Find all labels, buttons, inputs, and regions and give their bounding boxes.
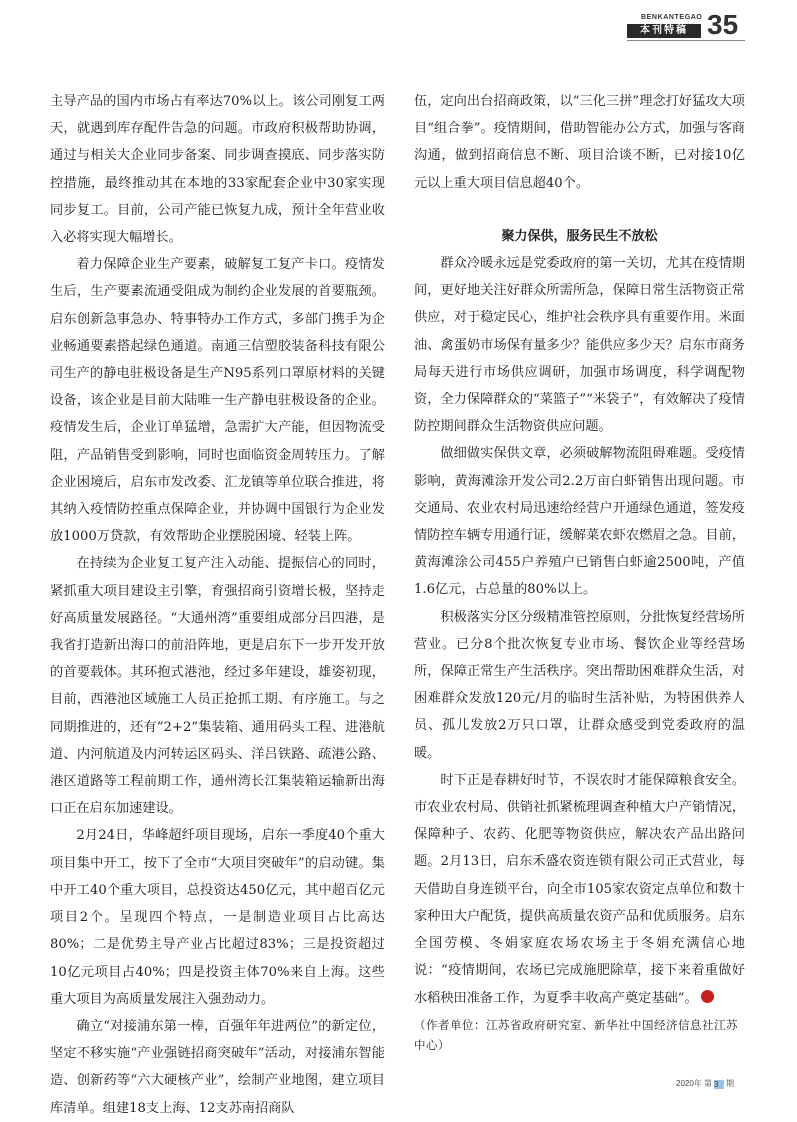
paragraph: 做细做实保供文章，必须破解物流阻碍难题。受疫情影响，黄海滩涂开发公司2.2万亩白虾销售出现问题。市交通局、农业农村局迅速给经营户开通绿色通道，签发疫情防控车辆专用通行证，缓解菜农虾农燃眉之急。目前，黄海滩涂公司455户养殖户已销售白虾逾2500吨，产值1.6亿元，占总量的80%以上。 (414, 446, 745, 598)
section-name-english: BENKANTEGAO (641, 14, 703, 21)
paragraph: 积极落实分区分级精准管控原则，分批恢复经营场所营业。已分8个批次恢复专业市场、餐饮企业等经营场所，保障正常生产生活秩序。突出帮助困难群众生活，对困难群众发放120元/月的临时生活补贴，为特困供养人员、孤儿发放2万只口罩，让群众感受到党委政府的温暖。 (414, 609, 745, 761)
paragraph: 伍，定向出台招商政策，以“三化三拼”理念打好猛攻大项目“组合拳”。疫情期间，借助智能办公方式，加强与客商沟通，做到招商信息不断、项目洽谈不断，已对接10亿元以上重大项目信息超40个。 (414, 94, 745, 191)
header-divider (627, 40, 745, 41)
right-column (414, 88, 745, 1012)
page-header (627, 9, 745, 40)
paragraph: 确立“对接浦东第一棒，百强年年进两位”的新定位，坚定不移实施“产业强链招商突破年”活动，对接浦东智能造、创新药等“六大硬核产业”，绘制产业地图，建立项目库清单。组建18支上海、12支苏南招商队 (50, 1018, 385, 1116)
paragraph: 主导产品的国内市场占有率达70%以上。该公司刚复工两天，就遇到库存配件告急的问题。市政府积极帮助协调，通过与相关大企业同步备案、同步调查摸底、同步落实防控措施，最终推动其在本地的33家配套企业中30家实现同步复工。目前，公司产能已恢复九成，预计全年营业收入必将实现大幅增长。 (50, 94, 385, 246)
last-paragraph (414, 767, 745, 1012)
left-column (50, 88, 385, 1122)
issue-prefix: 第 (704, 1079, 713, 1088)
section-heading: 聚力保供，服务民生不放松 (501, 228, 658, 244)
issue-year: 2020年 (676, 1079, 702, 1088)
paragraph-text: 时下正是春耕好时节，不误农时才能保障粮食安全。市农业农村局、供销社抓紧梳理调查种植大户产销情况，保障种子、农药、化肥等物资供应，解决农产品出路问题。2月13日，启东禾盛农资连锁有限公司正式营业，每天借助自身连锁平台，向全市105家农资定点单位和数十家种田大户配货，提供高质量农资产品和优质服务。启东全国劳模、冬娟家庭农场农场主于冬娟充满信心地说：“疫情期间，农场已完成施肥除草，接下来着重做好水稻秧田准备工作，为夏季丰收高产奠定基础”。 (414, 772, 745, 1006)
page-number: 35 (707, 9, 739, 40)
paragraph: 2月24日，华峰超纤项目现场，启东一季度40个重大项目集中开工，按下了全市“大项目突破年”的启动键。集中开工40个重大项目，总投资达450亿元，其中超百亿元项目2个。呈现四个特点，一是制造业项目占比高达80%；二是优势主导产业占比超过83%；三是投资超过10亿元项目占40%；四是投资主体70%来自上海。这些重大项目为高质量发展注入强劲动力。 (50, 828, 385, 1007)
article-end-icon (701, 990, 714, 1003)
author-affiliation: （作者单位：江苏省政府研究室、新华社中国经济信息社江苏中心） (414, 1018, 738, 1052)
paragraph: 着力保障企业生产要素，破解复工复产卡口。疫情发生后，生产要素流通受阻成为制约企业发展的首要瓶颈。启东创新急事急办、特事特办工作方式，多部门携手为企业畅通要素搭起绿色通道。南通三信塑胶装备科技有限公司生产的静电驻极设备是生产N95系列口罩原材料的关键设备，该企业是目前大陆唯一生产静电驻极设备的企业。疫情发生后，企业订单猛增，急需扩大产能，但因物流受阻，产品销售受到影响，同时也面临资金周转压力。了解企业困境后，启东市发改委、汇龙镇等单位联合推进，将其纳入疫情防控重点保障企业，并协调中国银行为企业发放1000万贷款，有效帮助企业摆脱困境、轻装上阵。 (50, 257, 385, 545)
page-footer (676, 1078, 734, 1089)
paragraph: 在持续为企业复工复产注入动能、提振信心的同时，紧抓重大项目建设主引擎，育强招商引资增长极，坚持走好高质量发展路径。“大通州湾”重要组成部分吕四港，是我省打造新出海口的前沿阵地，更是启东下一步开发开放的首要载体。其环抱式港池，经过多年建设，雄姿初现，目前，西港池区域施工人员正抢抓工期、有序施工。与之同期推进的，还有“2+2”集装箱、通用码头工程、进港航道、内河航道及内河转运区码头、洋吕铁路、疏港公路、港区道路等工程前期工作，通州湾长江集装箱运输新出海口正在启东加速建设。 (50, 556, 385, 817)
issue-number: 3 (714, 1080, 724, 1089)
issue-suffix: 期 (726, 1079, 735, 1088)
section-name-chinese: 本刊特稿 (627, 24, 701, 38)
paragraph: 群众冷暖永远是党委政府的第一关切，尤其在疫情期间，更好地关注好群众所需所急，保障日常生活物资正常供应，对于稳定民心，维护社会秩序具有重要作用。米面油、禽蛋奶市场保有量多少？能供应多少天？启东市商务局每天进行市场供应调研，加强市场调度，科学调配物资，全力保障群众的“菜篮子”“米袋子”，有效解决了疫情防控期间群众生活物资供应问题。 (414, 256, 745, 435)
